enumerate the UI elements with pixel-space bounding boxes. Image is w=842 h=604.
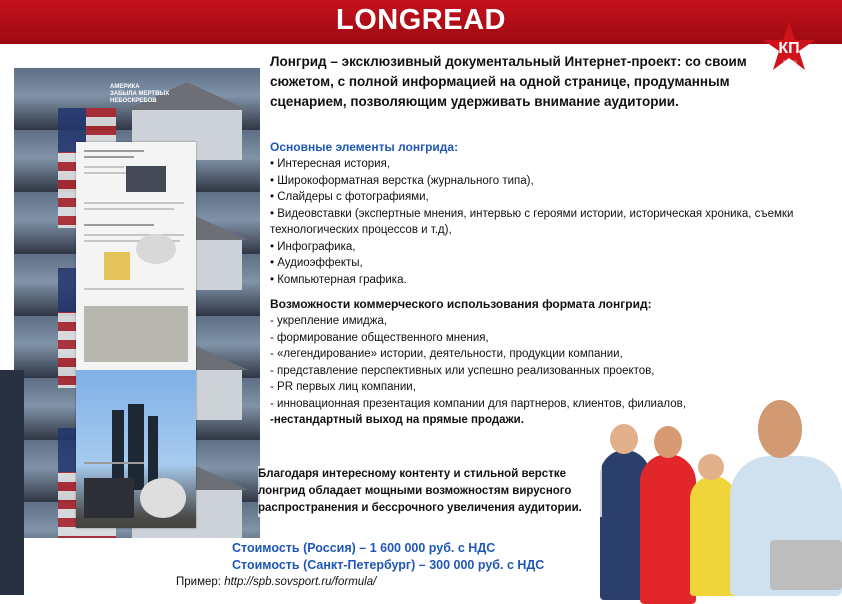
intro-text: Лонгрид – эксклюзивный документальный Интернет-проект: со своим сюжетом, с полной информацией на одной странице, продуманным сценарием, позволяющим удерживать внимание аудитории. [270,54,747,109]
elements-heading: Основные элементы лонгрида: [270,140,459,154]
list-item: • Инфографика, [270,240,356,253]
list-item-highlight: -нестандартный выход на прямые продажи. [270,414,524,426]
list-item: • Компьютерная графика. [270,273,407,286]
list-item: • Видеовставки (экспертные мнения, интервью с героями истории, историческая хроника, съемки технологических процессов и т.д), [270,207,794,236]
list-item: - представление перспективных или успешно реализованных проектов, [270,364,655,377]
list-item: • Широкоформатная верстка (журнального типа), [270,174,534,187]
collage-hero-title: АМЕРИКА ЗАБЫЛА МЕРТВЫХ НЕБОСКРЕБОВ [110,84,170,104]
logo-text: КП [778,40,800,57]
list-item: - укрепление имиджа, [270,315,388,327]
list-item: - инновационная презентация компании для партнеров, клиентов, филиалов, [270,397,686,410]
longread-page-preview [76,142,196,528]
header-bar [0,0,842,44]
list-item: - «легендирование» истории, деятельности, продукции компании, [270,348,623,360]
person-image-left [0,370,24,595]
example-link[interactable]: http://spb.sovsport.ru/formula/ [224,576,377,588]
example-label: Пример: [176,576,225,588]
list-item: • Интересная история, [270,158,391,170]
price-russia: Стоимость (Россия) – 1 600 000 руб. с НДС [232,541,496,555]
commercial-list [270,313,760,429]
price-spb: Стоимость (Санкт-Петербург) – 300 000 руб. с НДС [232,558,545,572]
viral-text: Благодаря интересному контенту и стильной верстке лонгрид обладает мощными возможностям вирусного распространения и бессрочного увеличения аудитории. [258,466,602,517]
example-line [176,576,376,588]
list-item: • Слайдеры с фотографиями, [270,191,429,203]
page-title: LONGREAD [336,4,506,36]
list-item: - формирование общественного мнения, [270,331,489,344]
list-item: • Аудиоэффекты, [270,257,363,269]
commercial-heading: Возможности коммерческого использования формата лонгрид: [270,297,652,311]
list-item: - PR первых лиц компании, [270,381,416,393]
elements-list [270,156,810,288]
logo-subtext: kp.ru [783,60,797,66]
